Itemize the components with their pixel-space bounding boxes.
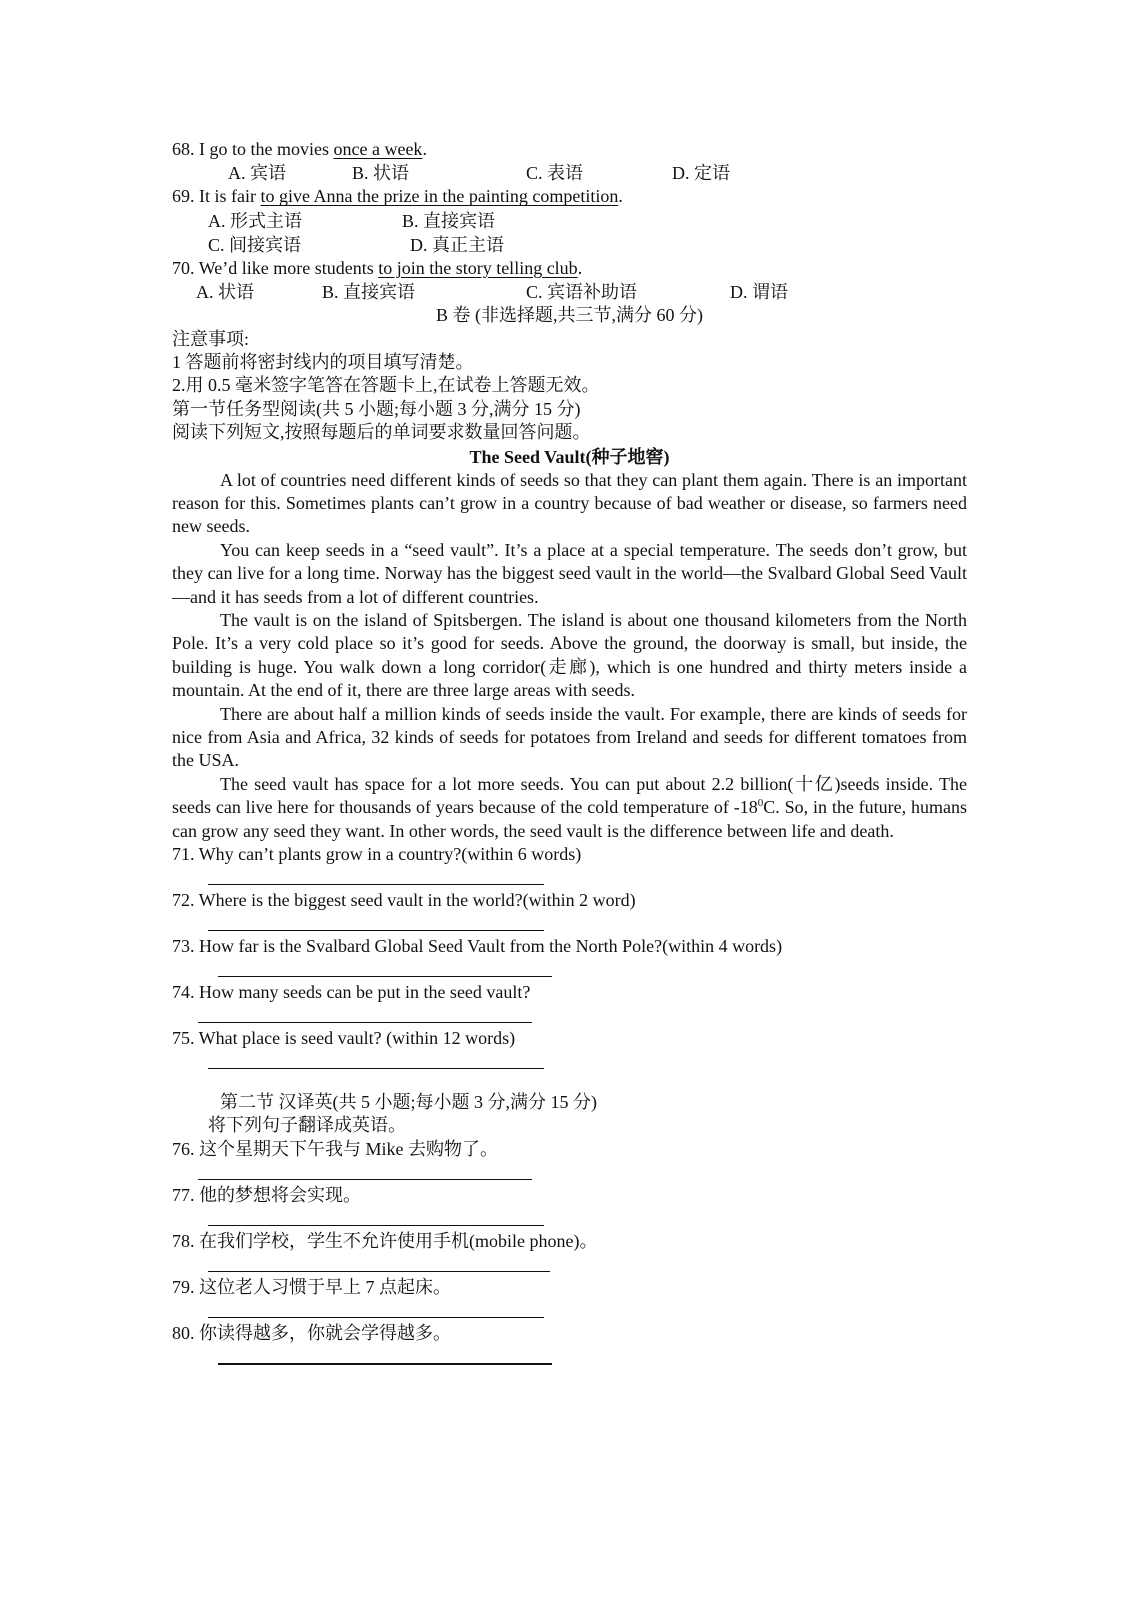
options-69-row1 [172, 209, 967, 233]
answer-underline [208, 1271, 550, 1272]
answer-underline [198, 1179, 532, 1180]
answer-line-80[interactable] [172, 1345, 967, 1368]
option-a: A. 形式主语 [208, 210, 302, 231]
answer-underline [208, 930, 544, 931]
question-77: 77. 他的梦想将会实现。 [172, 1184, 361, 1205]
passage-paragraph-4: There are about half a million kinds of seeds inside the vault. For example, there are kinds of seeds for nice from Asia and Africa, 32 kinds of seeds for potatoes from Ireland and seeds for different tomatoes from the USA. [172, 703, 967, 771]
question-text: I go to the movies [199, 139, 334, 159]
question-71: 71. Why can’t plants grow in a country?(within 6 words) [172, 844, 582, 865]
answer-line-71[interactable] [172, 866, 967, 889]
option-c: C. 间接宾语 [208, 234, 302, 255]
note-1: 1 答题前将密封线内的项目填写清楚。 [172, 351, 474, 372]
question-80: 80. 你读得越多，你就会学得越多。 [172, 1322, 451, 1343]
options-68 [172, 161, 967, 185]
paragraph-5-part-2: C. So, in the future, humans can grow any seed they want. In other words, the seed vault is the difference between life and death. [172, 797, 968, 841]
answer-line-77[interactable] [172, 1207, 967, 1230]
part1-title: 第一节任务型阅读(共 5 小题;每小题 3 分,满分 15 分) [172, 398, 581, 419]
option-a: A. 宾语 [228, 163, 286, 184]
option-d: D. 真正主语 [410, 234, 504, 255]
question-73: 73. How far is the Svalbard Global Seed Vault from the North Pole?(within 4 words) [172, 936, 783, 957]
spacer [172, 1073, 967, 1091]
option-c: C. 表语 [526, 163, 584, 184]
options-70 [172, 280, 967, 304]
underlined-phrase: once a week [333, 139, 423, 159]
question-punct: . [422, 139, 427, 159]
question-number: 69. [172, 186, 195, 207]
passage-title: The Seed Vault(种子地窖) [469, 446, 670, 467]
options-69-row2 [172, 233, 967, 257]
question-69 [172, 185, 967, 208]
option-b: B. 直接宾语 [322, 282, 416, 303]
passage-paragraph-3: The vault is on the island of Spitsbergen. The island is about one thousand kilometers from the North Pole. It’s a very cold place so it’s good for seeds. Above the ground, the doorway is small, but inside, the building is huge. You walk down a long corridor(走廊), which is one hundred and thirty meters inside a mountain. At the end of it, there are three large areas with seeds. [172, 609, 967, 701]
answer-line-78[interactable] [172, 1253, 967, 1276]
notes-title: 注意事项: [172, 328, 250, 349]
answer-underline [218, 976, 552, 977]
passage-paragraph-1: A lot of countries need different kinds of seeds so that they can plant them again. There is an important reason for this. Sometimes plants can’t grow in a country because of bad weather or disease, so farmers need new seeds. [172, 469, 967, 537]
question-number: 68. [172, 139, 195, 159]
option-d: D. 谓语 [730, 282, 788, 303]
option-b: B. 直接宾语 [402, 210, 496, 231]
option-a: A. 状语 [196, 282, 254, 303]
question-70 [172, 257, 967, 280]
option-b: B. 状语 [352, 163, 410, 184]
question-72: 72. Where is the biggest seed vault in the world?(within 2 word) [172, 890, 636, 911]
passage-paragraph-5 [172, 773, 967, 843]
answer-underline [218, 1363, 552, 1365]
answer-line-72[interactable] [172, 912, 967, 935]
question-text: It is fair [199, 186, 261, 207]
option-d: D. 定语 [672, 163, 730, 184]
content-column [172, 138, 967, 1368]
part1-instructions: 阅读下列短文,按照每题后的单词要求数量回答问题。 [172, 422, 591, 443]
answer-line-75[interactable] [172, 1050, 967, 1073]
question-punct: . [577, 257, 583, 278]
question-text: We’d like more students [198, 257, 379, 278]
question-punct: . [618, 186, 623, 207]
answer-line-74[interactable] [172, 1004, 967, 1027]
passage-paragraph-2: You can keep seeds in a “seed vault”. It’s a place at a special temperature. The seeds don’t grow, but they can live for a long time. Norway has the biggest seed vault in the world—the Svalbard Global Seed Vault —and it has seeds from a lot of different countries. [172, 539, 967, 607]
answer-underline [198, 1022, 532, 1023]
answer-underline [208, 884, 544, 885]
degree-superscript: 0 [757, 797, 764, 810]
note-2: 2.用 0.5 毫米签字笔答在答题卡上,在试卷上答题无效。 [172, 375, 600, 396]
paragraph-5-part-1: The seed vault has space for a lot more seeds. You can put about 2.2 billion(十亿)seeds inside. The seeds can live here for thousands of years because of the cold temperature of -18 [172, 773, 967, 818]
question-78: 78. 在我们学校，学生不允许使用手机(mobile phone)。 [172, 1230, 598, 1251]
question-79: 79. 这位老人习惯于早上 7 点起床。 [172, 1276, 451, 1297]
question-76: 76. 这个星期天下午我与 Mike 去购物了。 [172, 1138, 498, 1159]
question-number: 70. [172, 257, 195, 278]
answer-underline [208, 1068, 544, 1069]
answer-line-79[interactable] [172, 1299, 967, 1322]
section-b-header: B 卷 (非选择题,共三节,满分 60 分) [436, 305, 703, 326]
answer-underline [208, 1225, 544, 1226]
answer-line-73[interactable] [172, 958, 967, 981]
part2-title: 第二节 汉译英(共 5 小题;每小题 3 分,满分 15 分) [220, 1092, 597, 1113]
question-68 [172, 138, 967, 161]
answer-underline [208, 1317, 544, 1318]
answer-line-76[interactable] [172, 1161, 967, 1184]
underlined-phrase: to give Anna the prize in the painting competition [260, 186, 619, 207]
underlined-phrase: to join the story telling club [378, 257, 578, 278]
question-75: 75. What place is seed vault? (within 12 words) [172, 1028, 516, 1049]
option-c: C. 宾语补助语 [526, 282, 638, 303]
question-74: 74. How many seeds can be put in the seed vault? [172, 982, 531, 1003]
part2-instructions: 将下列句子翻译成英语。 [208, 1115, 406, 1136]
